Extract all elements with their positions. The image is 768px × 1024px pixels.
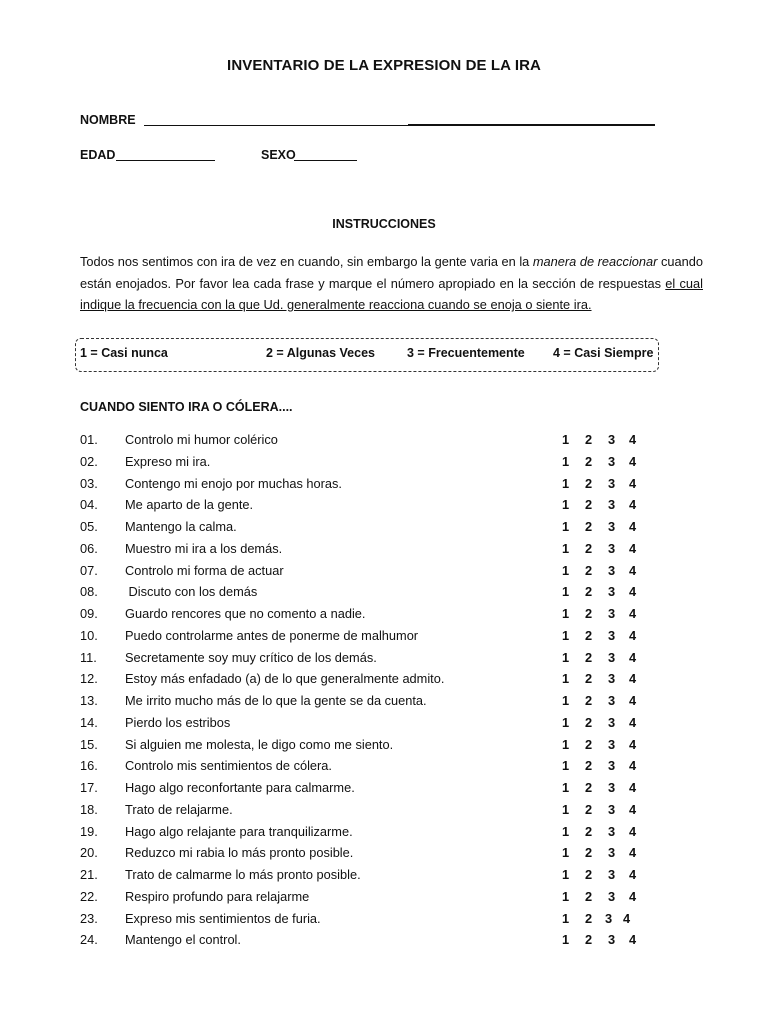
answer-option-4[interactable]: 4 xyxy=(629,475,637,491)
item-number: 02. xyxy=(80,453,98,469)
item-number: 07. xyxy=(80,562,98,578)
answer-option-3[interactable]: 3 xyxy=(608,475,616,491)
item-number: 11. xyxy=(80,649,97,665)
instructions-heading: INSTRUCCIONES xyxy=(332,217,436,231)
answer-option-1[interactable]: 1 xyxy=(562,736,570,752)
answer-option-2[interactable]: 2 xyxy=(585,584,593,600)
answer-option-1[interactable]: 1 xyxy=(562,584,570,600)
answer-option-3[interactable]: 3 xyxy=(608,584,616,600)
item-statement: Mantengo la calma. xyxy=(125,519,237,534)
answer-option-1[interactable]: 1 xyxy=(562,823,570,839)
list-item xyxy=(0,432,768,454)
list-item xyxy=(0,780,768,802)
answer-option-4[interactable]: 4 xyxy=(629,823,637,839)
item-statement: Discuto con los demás xyxy=(125,584,258,600)
answer-option-3[interactable]: 3 xyxy=(605,910,613,926)
answer-option-3[interactable]: 3 xyxy=(608,649,616,665)
list-item xyxy=(0,737,768,759)
answer-option-3[interactable]: 3 xyxy=(608,823,616,839)
answer-option-1[interactable]: 1 xyxy=(562,780,570,795)
answer-option-4[interactable]: 4 xyxy=(629,758,637,774)
scale-legend-box xyxy=(75,338,659,372)
item-number: 23. xyxy=(80,910,98,926)
answer-option-2[interactable]: 2 xyxy=(585,780,593,795)
list-item xyxy=(0,867,768,889)
item-number: 14. xyxy=(80,714,98,730)
answer-option-1[interactable]: 1 xyxy=(562,714,570,730)
answer-option-1[interactable]: 1 xyxy=(562,671,570,687)
item-statement: Expreso mi ira. xyxy=(125,453,211,469)
answer-option-1[interactable]: 1 xyxy=(562,432,570,447)
section-heading: CUANDO SIENTO IRA O CÓLERA.... xyxy=(80,400,293,414)
answer-option-2[interactable]: 2 xyxy=(585,475,593,491)
item-number: 10. xyxy=(80,627,98,643)
answer-option-2[interactable]: 2 xyxy=(585,562,593,578)
list-item xyxy=(0,758,768,780)
item-number: 13. xyxy=(80,693,98,708)
list-item xyxy=(0,693,768,715)
answer-option-2[interactable]: 2 xyxy=(585,801,593,817)
answer-option-1[interactable]: 1 xyxy=(562,497,570,513)
item-number: 19. xyxy=(80,823,98,839)
item-statement: Pierdo los estribos xyxy=(125,714,231,730)
answer-option-2[interactable]: 2 xyxy=(585,845,593,861)
item-statement: Trato de calmarme lo más pronto posible. xyxy=(125,867,361,882)
answer-option-3[interactable]: 3 xyxy=(608,497,616,513)
item-statement: Secretamente soy muy crítico de los demás. xyxy=(125,649,377,665)
answer-option-2[interactable]: 2 xyxy=(585,649,593,665)
instructions-text-italic: manera de reaccionar xyxy=(532,254,658,269)
answer-option-1[interactable]: 1 xyxy=(562,888,570,904)
item-statement: Puedo controlarme antes de ponerme de malhumor xyxy=(125,627,419,643)
scale-option-1: 1 = Casi nunca xyxy=(80,346,168,360)
answer-option-1[interactable]: 1 xyxy=(562,627,570,643)
answer-option-4[interactable]: 4 xyxy=(629,584,637,600)
answer-option-1[interactable]: 1 xyxy=(562,649,570,665)
answer-option-3[interactable]: 3 xyxy=(608,562,616,578)
list-item xyxy=(0,476,768,498)
instructions-paragraph xyxy=(80,251,703,316)
answer-option-4[interactable]: 4 xyxy=(629,932,637,948)
answer-option-4[interactable]: 4 xyxy=(629,519,637,534)
list-item xyxy=(0,889,768,911)
list-item xyxy=(0,650,768,672)
answer-option-3[interactable]: 3 xyxy=(608,867,616,882)
answer-option-3[interactable]: 3 xyxy=(608,540,616,556)
list-item xyxy=(0,584,768,606)
answer-option-2[interactable]: 2 xyxy=(585,867,593,882)
list-item xyxy=(0,824,768,846)
list-item xyxy=(0,671,768,693)
answer-option-1[interactable]: 1 xyxy=(562,910,570,926)
item-statement: Guardo rencores que no comento a nadie. xyxy=(125,606,366,621)
answer-option-2[interactable]: 2 xyxy=(585,671,593,687)
sexo-line[interactable] xyxy=(294,160,357,161)
answer-option-4[interactable]: 4 xyxy=(629,606,637,621)
item-number: 17. xyxy=(80,780,98,795)
answer-option-1[interactable]: 1 xyxy=(562,801,570,817)
item-number: 15. xyxy=(80,736,98,752)
nombre-label: NOMBRE xyxy=(80,113,136,127)
answer-option-1[interactable]: 1 xyxy=(562,932,570,948)
answer-option-3[interactable]: 3 xyxy=(608,606,616,621)
list-item xyxy=(0,802,768,824)
answer-option-2[interactable]: 2 xyxy=(585,888,593,904)
answer-option-4[interactable]: 4 xyxy=(629,453,637,469)
answer-option-4[interactable]: 4 xyxy=(629,693,637,708)
item-statement: Controlo mi humor colérico xyxy=(125,432,278,447)
answer-option-2[interactable]: 2 xyxy=(585,453,593,469)
nombre-line-right[interactable] xyxy=(408,124,655,126)
list-item xyxy=(0,932,768,954)
page-title: INVENTARIO DE LA EXPRESION DE LA IRA xyxy=(227,57,541,74)
item-statement: Respiro profundo para relajarme xyxy=(125,888,310,904)
answer-option-4[interactable]: 4 xyxy=(629,627,637,643)
list-item xyxy=(0,715,768,737)
answer-option-4[interactable]: 4 xyxy=(629,780,637,795)
answer-option-1[interactable]: 1 xyxy=(562,845,570,861)
item-statement: Muestro mi ira a los demás. xyxy=(125,540,283,556)
edad-line[interactable] xyxy=(116,160,215,161)
item-statement: Expreso mis sentimientos de furia. xyxy=(125,910,321,926)
answer-option-1[interactable]: 1 xyxy=(562,693,570,708)
answer-option-4[interactable]: 4 xyxy=(623,910,631,926)
scale-option-2: 2 = Algunas Veces xyxy=(266,346,375,360)
item-number: 18. xyxy=(80,801,98,817)
item-statement: Si alguien me molesta, le digo como me siento. xyxy=(125,736,394,752)
item-number: 16. xyxy=(80,758,98,774)
answer-option-3[interactable]: 3 xyxy=(608,627,616,643)
list-item xyxy=(0,541,768,563)
answer-option-2[interactable]: 2 xyxy=(585,758,593,774)
answer-option-2[interactable]: 2 xyxy=(585,693,593,708)
item-statement: Hago algo reconfortante para calmarme. xyxy=(125,780,355,795)
item-number: 12. xyxy=(80,671,98,687)
list-item xyxy=(0,606,768,628)
answer-option-3[interactable]: 3 xyxy=(608,453,616,469)
item-statement: Controlo mi forma de actuar xyxy=(125,562,284,578)
nombre-line-left[interactable] xyxy=(144,125,408,126)
item-number: 22. xyxy=(80,888,98,904)
answer-option-2[interactable]: 2 xyxy=(585,497,593,513)
instructions-text-2: cuando están enojados. Por favor lea cada frase y marque el número apropiado en la sección de respuestas xyxy=(80,254,703,291)
item-statement: Controlo mis sentimientos de cólera. xyxy=(125,758,332,774)
answer-option-1[interactable]: 1 xyxy=(562,453,570,469)
item-statement: Me aparto de la gente. xyxy=(125,497,254,513)
item-number: 01. xyxy=(80,432,98,447)
answer-option-4[interactable]: 4 xyxy=(629,714,637,730)
list-item xyxy=(0,497,768,519)
item-number: 08. xyxy=(80,584,98,600)
answer-option-2[interactable]: 2 xyxy=(585,736,593,752)
answer-option-1[interactable]: 1 xyxy=(562,519,570,534)
answer-option-2[interactable]: 2 xyxy=(585,714,593,730)
answer-option-3[interactable]: 3 xyxy=(608,519,616,534)
answer-option-3[interactable]: 3 xyxy=(608,801,616,817)
answer-option-4[interactable]: 4 xyxy=(629,888,637,904)
item-number: 03. xyxy=(80,475,98,491)
answer-option-4[interactable]: 4 xyxy=(629,736,637,752)
list-item xyxy=(0,911,768,933)
scale-option-4: 4 = Casi Siempre xyxy=(553,346,654,360)
item-statement: Reduzco mi rabia lo más pronto posible. xyxy=(125,845,354,861)
edad-label: EDAD xyxy=(80,148,116,162)
answer-option-2[interactable]: 2 xyxy=(585,823,593,839)
item-statement: Me irrito mucho más de lo que la gente se da cuenta. xyxy=(125,693,427,708)
answer-option-1[interactable]: 1 xyxy=(562,540,570,556)
answer-option-2[interactable]: 2 xyxy=(585,627,593,643)
answer-option-2[interactable]: 2 xyxy=(585,606,593,621)
sexo-label: SEXO xyxy=(261,148,296,162)
answer-option-4[interactable]: 4 xyxy=(629,845,637,861)
item-number: 06. xyxy=(80,540,98,556)
item-statement: Estoy más enfadado (a) de lo que generalmente admito. xyxy=(125,671,445,687)
scale-option-3: 3 = Frecuentemente xyxy=(407,346,525,360)
answer-option-4[interactable]: 4 xyxy=(629,562,637,578)
answer-option-4[interactable]: 4 xyxy=(629,497,637,513)
answer-option-1[interactable]: 1 xyxy=(562,867,570,882)
answer-option-1[interactable]: 1 xyxy=(562,562,570,578)
answer-option-4[interactable]: 4 xyxy=(629,671,637,687)
list-item xyxy=(0,628,768,650)
instructions-text-underlined: el cual indique la frecuencia con la que Ud. generalmente reacciona cuando se enoja o siente ira. xyxy=(80,275,703,312)
item-number: 20. xyxy=(80,845,98,861)
answer-option-4[interactable]: 4 xyxy=(629,432,637,447)
answer-option-3[interactable]: 3 xyxy=(608,671,616,687)
item-statement: Contengo mi enojo por muchas horas. xyxy=(125,475,342,491)
answer-option-4[interactable]: 4 xyxy=(629,867,637,882)
list-item xyxy=(0,454,768,476)
answer-option-3[interactable]: 3 xyxy=(608,758,616,774)
list-item xyxy=(0,563,768,585)
instructions-text-1: Todos nos sentimos con ira de vez en cuando, sin embargo la gente varia en la xyxy=(80,254,533,269)
answer-option-1[interactable]: 1 xyxy=(562,606,570,621)
answer-option-2[interactable]: 2 xyxy=(585,540,593,556)
item-statement: Trato de relajarme. xyxy=(125,801,233,817)
answer-option-3[interactable]: 3 xyxy=(608,780,616,795)
answer-option-4[interactable]: 4 xyxy=(629,649,637,665)
list-item xyxy=(0,845,768,867)
answer-option-3[interactable]: 3 xyxy=(608,714,616,730)
item-number: 04. xyxy=(80,497,98,513)
item-statement: Hago algo relajante para tranquilizarme. xyxy=(125,823,353,839)
answer-option-2[interactable]: 2 xyxy=(585,432,593,447)
answer-option-4[interactable]: 4 xyxy=(629,540,637,556)
item-number: 21. xyxy=(80,867,98,882)
answer-option-3[interactable]: 3 xyxy=(608,432,616,447)
answer-option-3[interactable]: 3 xyxy=(608,845,616,861)
answer-option-1[interactable]: 1 xyxy=(562,475,570,491)
answer-option-3[interactable]: 3 xyxy=(608,932,616,948)
item-number: 05. xyxy=(80,519,98,534)
list-item xyxy=(0,519,768,541)
answer-option-3[interactable]: 3 xyxy=(608,736,616,752)
item-statement: Mantengo el control. xyxy=(125,932,241,948)
answer-option-2[interactable]: 2 xyxy=(585,519,593,534)
answer-option-4[interactable]: 4 xyxy=(629,801,637,817)
answer-option-3[interactable]: 3 xyxy=(608,693,616,708)
item-number: 09. xyxy=(80,606,98,621)
answer-option-2[interactable]: 2 xyxy=(585,910,593,926)
answer-option-3[interactable]: 3 xyxy=(608,888,616,904)
answer-option-2[interactable]: 2 xyxy=(585,932,593,948)
item-number: 24. xyxy=(80,932,98,948)
answer-option-1[interactable]: 1 xyxy=(562,758,570,774)
